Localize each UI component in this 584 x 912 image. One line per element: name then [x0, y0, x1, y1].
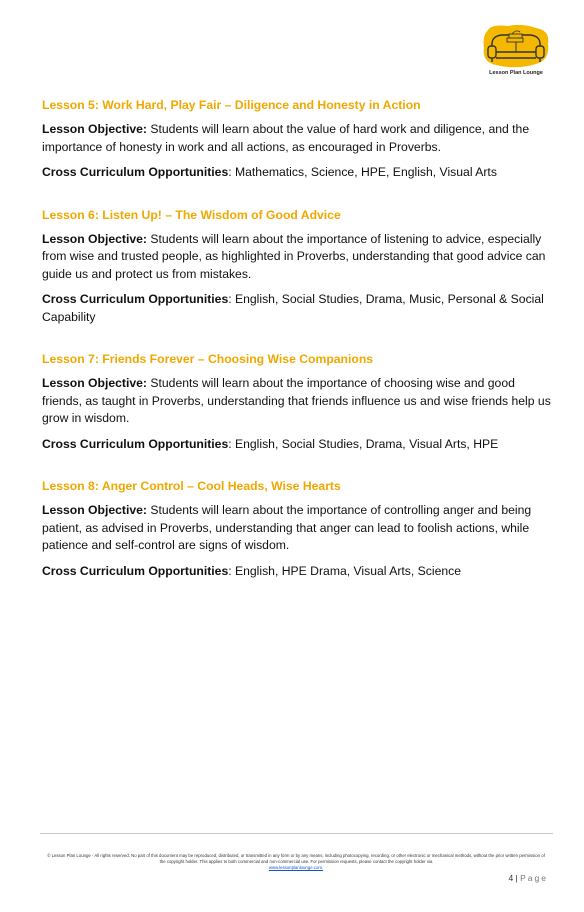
page-number: [508, 873, 548, 883]
website-link[interactable]: www.lessonplanlounge.com.: [268, 865, 324, 870]
lesson-6: [42, 207, 552, 327]
logo-text: Lesson Plan Lounge: [489, 70, 543, 76]
objective-text: Students will learn about the importance of listening to advice, especially from wise and trusted people, as highlighted in Proverbs, understanding that good advice can guide us and protect us from mistakes.: [42, 231, 546, 281]
lesson-title: Lesson 8: Anger Control – Cool Heads, Wise Hearts: [42, 479, 341, 493]
objective-text: Students will learn about the value of hard work and diligence, and the importance of honesty in work and all actions, as encouraged in Proverbs.: [42, 122, 530, 154]
lesson-8: [42, 478, 552, 580]
footer-divider: [40, 833, 553, 834]
cross-curriculum-label: Cross Curriculum Opportunities: [42, 292, 229, 306]
cross-curriculum-label: Cross Curriculum Opportunities: [42, 563, 229, 578]
lesson-5: [42, 97, 552, 182]
objective-text: Students will learn about the importance of choosing wise and good friends, as taught in Proverbs, understanding that friends influence us and wise friends help us grow in wisdom.: [42, 376, 551, 425]
cross-curriculum-text: : English, Social Studies, Drama, Visual Arts, HPE: [228, 436, 499, 451]
objective-label: Lesson Objective:: [42, 503, 147, 517]
lesson-objective: [42, 231, 552, 284]
objective-text: Students will learn about the importance of controlling anger and being patient, as advised in Proverbs, understanding that anger can lead to foolish actions, while patience and self-control are signs of wisdom.: [42, 503, 532, 552]
objective-label: Lesson Objective:: [42, 376, 147, 390]
page-separator: |: [515, 873, 518, 883]
lesson-7: [42, 351, 552, 453]
lesson-objective: [42, 502, 552, 555]
lesson-title: Lesson 5: Work Hard, Play Fair – Diligence and Honesty in Action: [42, 98, 421, 112]
cross-curriculum-label: Cross Curriculum Opportunities: [42, 165, 229, 179]
cross-curriculum: [42, 164, 552, 182]
cross-curriculum-text: : Mathematics, Science, HPE, English, Visual Arts: [228, 165, 497, 179]
cross-curriculum: [42, 291, 552, 326]
lesson-objective: [42, 375, 552, 428]
objective-label: Lesson Objective:: [42, 122, 147, 136]
sofa-logo-icon: [478, 24, 554, 70]
cross-curriculum-text: : English, Social Studies, Drama, Music, Personal & Social Capability: [42, 292, 544, 324]
cross-curriculum-label: Cross Curriculum Opportunities: [42, 436, 229, 451]
cross-curriculum: [42, 436, 552, 454]
lesson-title: Lesson 6: Listen Up! – The Wisdom of Good Advice: [42, 207, 341, 222]
lesson-objective: [42, 121, 552, 156]
objective-label: Lesson Objective:: [42, 231, 147, 246]
page-number-value: 4: [508, 873, 514, 883]
cross-curriculum-text: : English, HPE Drama, Visual Arts, Science: [228, 563, 462, 578]
page-word: Page: [520, 873, 548, 883]
lesson-title: Lesson 7: Friends Forever – Choosing Wise Companions: [42, 352, 374, 366]
copyright-text: © Lesson Plan Lounge - All rights reserved. No part of this document may be reproduced, distributed, or transmitted in any form or by any means, including photocopying, recording, or other electronic or mechanical methods, without the prior written permission of the copyright holder. This applies to both commercial and non-commercial use. For permission requests, please contact the copyright holder via: [47, 853, 545, 864]
logo: [478, 24, 554, 80]
cross-curriculum: [42, 563, 552, 581]
lesson-list: [42, 97, 552, 588]
footer-copyright: [46, 853, 546, 871]
